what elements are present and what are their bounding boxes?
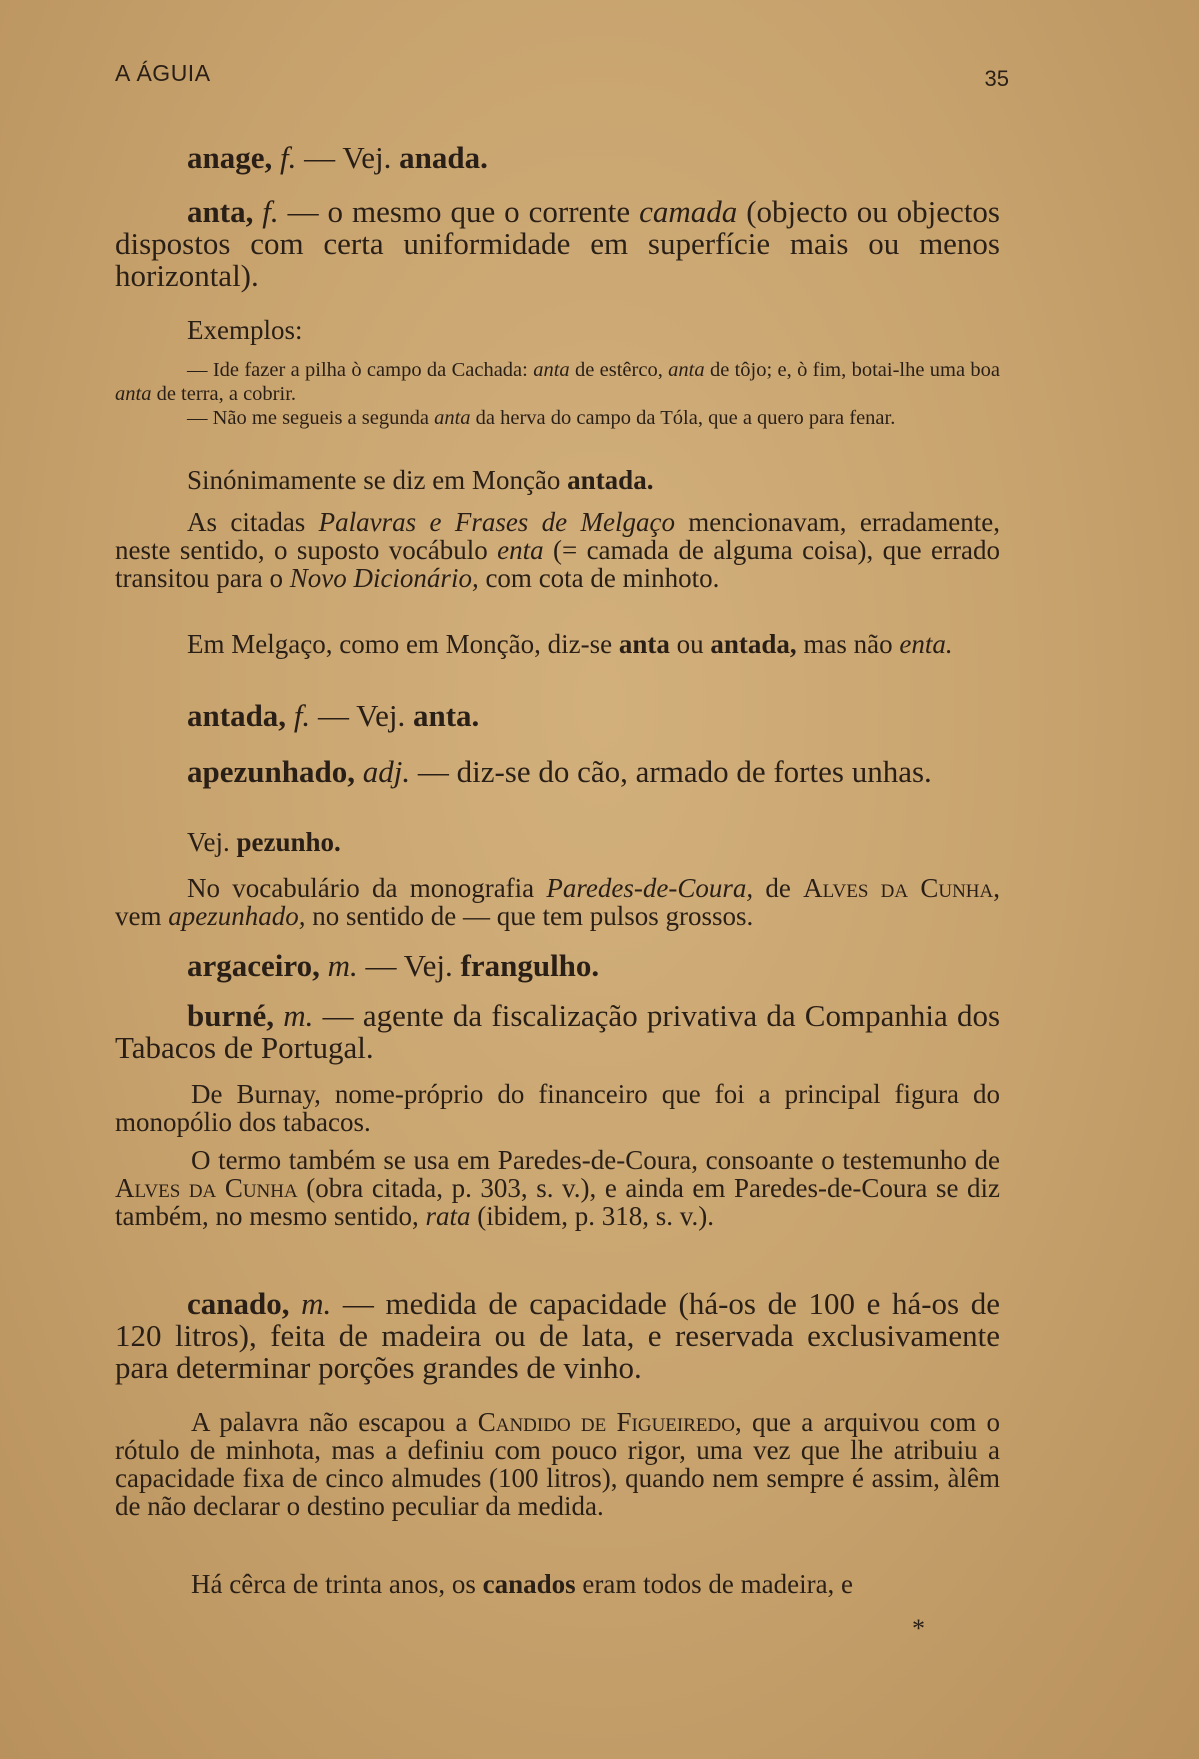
entry-antada: antada, f. — Vej. anta. — [187, 698, 480, 733]
burne-paragraph-2: O termo também se usa em Paredes-de-Coura, consoante o testemunho de Alves da Cunha (obra citada, p. 303, s. v.), e ainda em Paredes-de-Coura se diz também, no mesmo sentido, rata (ibidem, p. 318, s. v.). — [115, 1145, 1001, 1231]
entry-apezunhado: apezunhado, adj. — diz-se do cão, armado de fortes unhas. — [187, 754, 932, 789]
page-number: 35 — [984, 66, 1009, 91]
headword: burné, — [187, 998, 274, 1033]
headword: anage, — [187, 140, 273, 175]
example-2: — Não me segueis a segunda anta da herva do campo da Tóla, que a quero para fenar. — [187, 407, 896, 429]
page-header — [115, 52, 1009, 92]
canado-paragraph-1: A palavra não escapou a Candido de Figueiredo, que a arquivou com o rótulo de minhota, mas a definiu com pouco rigor, uma vez que lhe atribuiu a capacidade fixa de cinco almudes (100 litros), quando nem sempre é assim, àlêm de não declarar o destino peculiar da medida. — [115, 1407, 1000, 1521]
headword: argaceiro, — [187, 948, 320, 983]
apezunhado-paragraph: No vocabulário da monografia Paredes-de-Coura, de Alves da Cunha, vem apezunhado, no sentido de — que tem pulsos grossos. — [115, 873, 1000, 931]
entry-anta: anta, f. — o mesmo que o corrente camada (objecto ou objectos dispostos com certa uniformidade em superfície mais ou menos horizontal). — [115, 194, 1000, 293]
synonym-note: Sinónimamente se diz em Monção antada. — [187, 465, 654, 495]
canado-paragraph-2: Há cêrca de trinta anos, os canados eram todos de madeira, e — [191, 1569, 854, 1599]
apezunhado-see-also: Vej. pezunho. — [187, 827, 341, 857]
gender: f. — [293, 698, 311, 733]
entry-argaceiro: argaceiro, m. — Vej. frangulho. — [187, 948, 600, 983]
examples-label: Exemplos: — [187, 315, 303, 345]
cross-ref: anada. — [399, 140, 488, 175]
signature-mark: * — [912, 1614, 925, 1643]
entry-canado: canado, m. — medida de capacidade (há-os de 100 e há-os de 120 litros), feita de madeira ou de lata, e reservada exclusivamente para determinar porções grandes de vinho. — [115, 1286, 1000, 1385]
gender: adj. — [362, 754, 411, 789]
headword: apezunhado, — [187, 754, 355, 789]
gender: m. — [327, 948, 358, 983]
gender: f. — [280, 140, 297, 175]
burne-paragraph-1: De Burnay, nome-próprio do financeiro que foi a principal figura do monopólio dos tabacos. — [115, 1079, 1000, 1137]
gender: m. — [283, 998, 314, 1033]
headword: canado, — [187, 1286, 290, 1321]
anta-paragraph-2: Em Melgaço, como em Monção, diz-se anta ou antada, mas não enta. — [187, 629, 953, 659]
gender: m. — [301, 1286, 332, 1321]
cross-ref: frangulho. — [460, 948, 600, 983]
anta-paragraph-1: As citadas Palavras e Frases de Melgaço mencionavam, erradamente, neste sentido, o suposto vocábulo enta (= camada de alguma coisa), que errado transitou para o Novo Dicionário, com cota de minhoto. — [115, 507, 1000, 593]
running-title: A ÁGUIA — [115, 60, 211, 86]
headword: anta, — [187, 194, 254, 229]
example-1: — Ide fazer a pilha ò campo da Cachada: anta de estêrco, anta de tôjo; e, ò fim, botai-lhe uma boa anta de terra, a cobrir. — [115, 359, 1000, 405]
headword: antada, — [187, 698, 287, 733]
gender: f. — [262, 194, 279, 229]
cross-ref: anta. — [412, 698, 480, 733]
entry-burne: burné, m. — agente da fiscalização privativa da Companhia dos Tabacos de Portugal. — [115, 998, 1001, 1065]
entry-anage: anage, f. — Vej. anada. — [187, 140, 488, 175]
